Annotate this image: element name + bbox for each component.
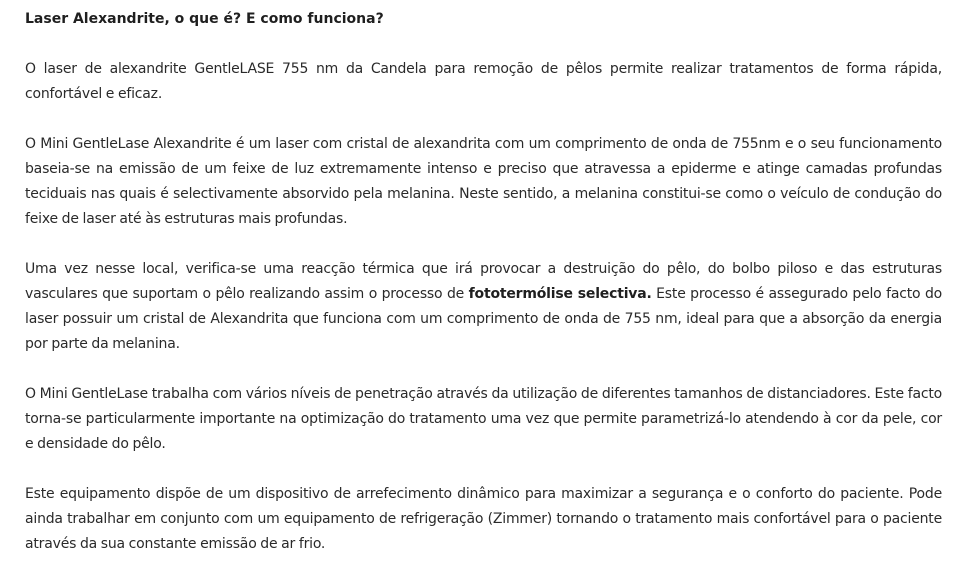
paragraph-thermal-reaction-text-1: Uma vez nesse local, verifica-se uma reacção térmica que irá provocar a destruição do pêlo, do bolbo piloso e das estruturas vasculares que suportam o pêlo realizando assim o processo de (25, 261, 942, 302)
paragraph-cooling-system: Este equipamento dispõe de um dispositivo de arrefecimento dinâmico para maximizar a segurança e o conforto do paciente. Pode ainda trabalhar em conjunto com um equipamento de refrigeração (Zimmer) tornando o tratamento mais confortável para o paciente através da sua constante emissão de ar frio. (25, 486, 942, 552)
paragraph-penetration-levels: O Mini GentleLase trabalha com vários níveis de penetração através da utilização de diferentes tamanhos de distanciadores. Este facto torna-se particularmente importante na optimização do tratamento uma vez que permite parametrizá-lo atendendo à cor da pele, cor e densidade do pêlo. (25, 386, 942, 452)
article-title: Laser Alexandrite, o que é? E como funciona? (25, 11, 384, 27)
paragraph-thermal-reaction-text-2: Este processo é assegurado pelo facto do laser possuir um cristal de Alexandrita que funciona com um comprimento de onda de 755 nm, ideal para que a absorção da energia por parte da melanina. (25, 286, 943, 352)
paragraph-intro: O laser de alexandrite GentleLASE 755 nm da Candela para remoção de pêlos permite realizar tratamentos de forma rápida, confortável e eficaz. (25, 61, 942, 102)
paragraph-thermal-reaction (25, 257, 942, 357)
highlight-term: fototermólise selectiva. (468, 286, 652, 302)
article-body (25, 7, 942, 557)
paragraph-how-it-works: O Mini GentleLase Alexandrite é um laser com cristal de alexandrita com um comprimento de onda de 755nm e o seu funcionamento baseia-se na emissão de um feixe de luz extremamente intenso e preciso que atravessa a epiderme e atinge camadas profundas teciduais nas quais é selectivamente absorvido pela melanina. Neste sentido, a melanina constitui-se como o veículo de condução do feixe de laser até às estruturas mais profundas. (25, 136, 942, 227)
